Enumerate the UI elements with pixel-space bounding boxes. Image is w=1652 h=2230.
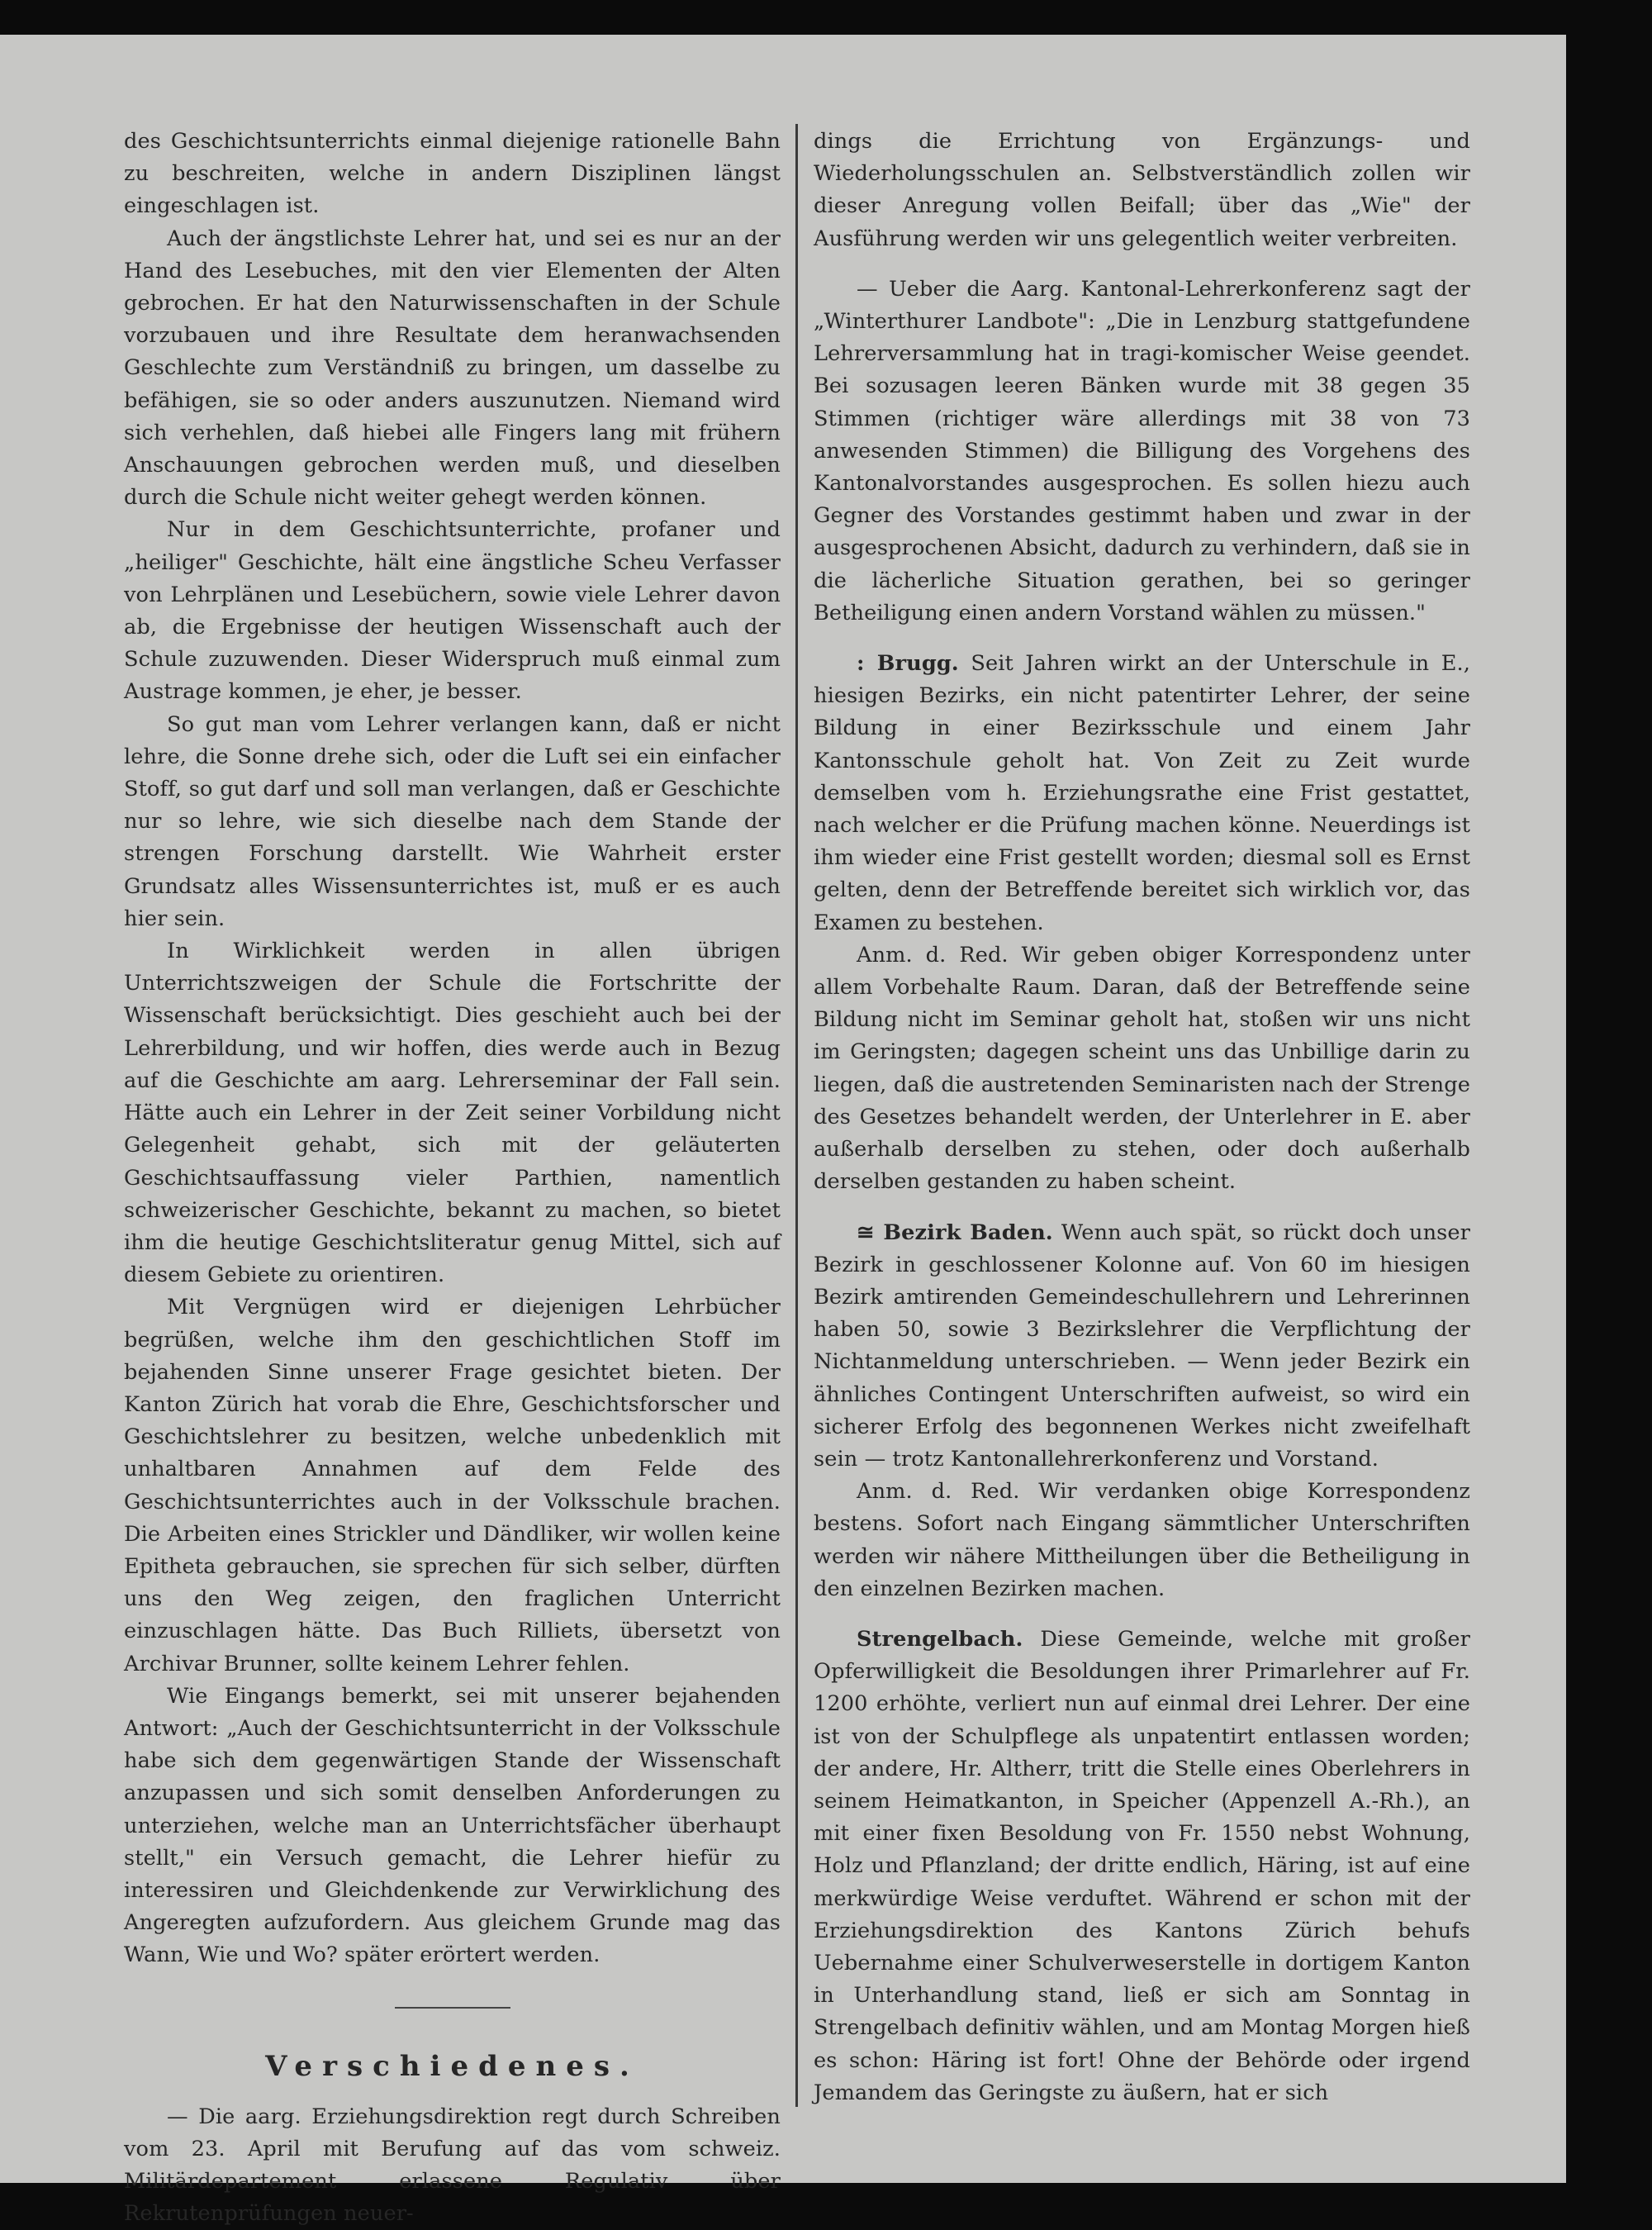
article-paragraph: So gut man vom Lehrer verlangen kann, daß er nicht lehre, die Sonne drehe sich, oder die Luft sei ein einfacher Stoff, so gut darf und soll man verlangen, daß er Geschichte nur so lehre, wie sich dieselbe nach dem Stande der strengen Forschung darstellt. Wie Wahrheit erster Grundsatz alles Wissensunterrichtes ist, muß er es auch hier sein. xyxy=(124,711,781,931)
article-paragraph: des Geschichtsunterrichts einmal diejenige rationelle Bahn zu beschreiten, welche in andern Disziplinen längst eingeschlagen ist. xyxy=(124,129,781,219)
editor-note: Anm. d. Red. Wir geben obiger Korrespondenz unter allem Vorbehalte Raum. Daran, daß der Betreffende seine Bildung nicht im Seminar geholt hat, stoßen wir uns nicht im Geringsten; dagegen scheint uns das Unbillige darin zu liegen, daß die austretenden Seminaristen nach der Strenge des Gesetzes behandelt werden, der Unterlehrer in E. aber außerhalb derselben zu stehen, oder doch außerhalb derselben gestanden zu haben scheint. xyxy=(814,942,1470,1195)
right-column xyxy=(814,126,1470,2109)
strengelbach-heading: Strengelbach. xyxy=(857,1626,1023,1652)
news-item: — Die aarg. Erziehungsdirektion regt durch Schreiben vom 23. April mit Berufung auf das vom schweiz. Militärdepartement erlassene Regulativ über Rekrutenprüfungen neuer- xyxy=(124,2104,781,2227)
baden-text: Wenn auch spät, so rückt doch unser Bezirk in geschlossener Kolonne auf. Von 60 im hiesigen Bezirk amtirenden Gemeindeschullehrern und Lehrerinnen haben 50, sowie 3 Bezirkslehrer die Verpflichtung der Nichtanmeldung unterschrieben. — Wenn jeder Bezirk ein ähnliches Contingent Unterschriften aufweist, so wird ein sicherer Erfolg des begonnenen Werkes nicht zweifelhaft sein — trotz Kantonallehrerkonferenz und Vorstand. xyxy=(814,1220,1470,1472)
news-item-brugg xyxy=(814,648,1470,939)
news-item-baden xyxy=(814,1217,1470,1476)
newspaper-page xyxy=(0,35,1566,2227)
section-title: Verschiedenes. xyxy=(265,2049,639,2083)
news-item-continuation: dings die Errichtung von Ergänzungs- und Wiederholungsschulen an. Selbstverständlich zollen wir dieser Anregung vollen Beifall; über das „Wie" der Ausführung werden wir uns gelegentlich weiter verbreiten. xyxy=(814,129,1470,251)
left-column xyxy=(124,126,781,2230)
article-paragraph: Mit Vergnügen wird er diejenigen Lehrbücher begrüßen, welche ihm den geschichtlichen Stoff im bejahenden Sinne unserer Frage gesichtet bieten. Der Kanton Zürich hat vorab die Ehre, Geschichtsforscher und Geschichtslehrer zu besitzen, welche unbedenklich mit unhaltbaren Annahmen auf dem Felde des Geschichtsunterrichtes auch in der Volksschule brachen. Die Arbeiten eines Strickler und Dändliker, wir wollen keine Epitheta gebrauchen, sie sprechen für sich selber, dürften uns den Weg zeigen, den fraglichen Unterricht einzuschlagen hätte. Das Buch Rilliets, übersetzt von Archivar Brunner, sollte keinem Lehrer fehlen. xyxy=(124,1295,781,1676)
brugg-text: Seit Jahren wirkt an der Unterschule in E., hiesigen Bezirks, ein nicht patentirter Lehrer, der seine Bildung in einer Bezirksschule und einem Jahr Kantonsschule geholt hat. Von Zeit zu Zeit wurde demselben vom h. Erziehungsrathe eine Frist gestattet, nach welcher er die Prüfung machen könne. Neuerdings ist ihm wieder eine Frist gestellt worden; diesmal soll es Ernst gelten, denn der Betreffende bereitet sich wirklich vor, das Examen zu bestehen. xyxy=(814,651,1470,935)
brugg-heading: : Brugg. xyxy=(857,651,959,677)
column-rule xyxy=(795,124,798,2107)
editor-note: Anm. d. Red. Wir verdanken obige Korrespondenz bestens. Sofort nach Eingang sämmtlicher Unterschriften werden wir nähere Mittheilungen über die Betheiligung in den einzelnen Bezirken machen. xyxy=(814,1479,1470,1601)
news-item-strengelbach xyxy=(814,1624,1470,2109)
news-item-landbote: — Ueber die Aarg. Kantonal-Lehrerkonferenz sagt der „Winterthurer Landbote": „Die in Lenzburg stattgefundene Lehrerversammlung hat in tragi-komischer Weise geendet. Bei sozusagen leeren Bänken wurde mit 38 gegen 35 Stimmen (richtiger wäre allerdings mit 38 von 73 anwesenden Stimmen) die Billigung des Vorgehens des Kantonalvorstandes ausgesprochen. Es sollen hiezu auch Gegner des Vorstandes gestimmt haben und zwar in der ausgesprochenen Absicht, dadurch zu verhindern, daß sie in die lächerliche Situation gerathen, bei so geringer Betheiligung einen andern Vorstand wählen zu müssen." xyxy=(814,276,1470,625)
section-divider xyxy=(395,2007,510,2009)
baden-heading: ≅ Bezirk Baden. xyxy=(857,1220,1053,1245)
article-paragraph: Wie Eingangs bemerkt, sei mit unserer bejahenden Antwort: „Auch der Geschichtsunterricht in der Volksschule habe sich dem gegenwärtigen Stande der Wissenschaft anzupassen und sich somit denselben Anforderungen zu unterziehen, welche man an Unterrichtsfächer überhaupt stellt," ein Versuch gemacht, die Lehrer hiefür zu interessiren und Gleichdenkende zur Verwirklichung des Angeregten aufzufordern. Aus gleichem Grunde mag das Wann, Wie und Wo? später erörtert werden. xyxy=(124,1683,781,1968)
article-paragraph: Nur in dem Geschichtsunterrichte, profaner und „heiliger" Geschichte, hält eine ängstliche Scheu Verfasser von Lehrplänen und Lesebüchern, sowie viele Lehrer davon ab, die Ergebnisse der heutigen Wissenschaft auch der Schule zuzuwenden. Dieser Widerspruch muß einmal zum Austrage kommen, je eher, je besser. xyxy=(124,517,781,705)
article-paragraph: In Wirklichkeit werden in allen übrigen Unterrichtszweigen der Schule die Fortschritte der Wissenschaft berücksichtigt. Dies geschieht auch bei der Lehrerbildung, und wir hoffen, dies werde auch in Bezug auf die Geschichte am aarg. Lehrerseminar der Fall sein. Hätte auch ein Lehrer in der Zeit seiner Vorbildung nicht Gelegenheit gehabt, sich mit der geläuterten Geschichtsauffassung vieler Parthien, namentlich schweizerischer Geschichte, bekannt zu machen, so bietet ihm die heutige Geschichtsliteratur genug Mittel, sich auf diesem Gebiete zu orientiren. xyxy=(124,939,781,1288)
article-paragraph: Auch der ängstlichste Lehrer hat, und sei es nur an der Hand des Lesebuches, mit den vier Elementen der Alten gebrochen. Er hat den Naturwissenschaften in der Schule vorzubauen und ihre Resultate dem heranwachsenden Geschlechte zum Verständniß zu bringen, um dasselbe zu befähigen, sie so oder anders auszunutzen. Niemand wird sich verhehlen, daß hiebei alle Fingers lang mit frühern Anschauungen gebrochen werden muß, und dieselben durch die Schule nicht weiter gehegt werden können. xyxy=(124,226,781,511)
strengelbach-text: Diese Gemeinde, welche mit großer Opferwilligkeit die Besoldungen ihrer Primarlehrer auf Fr. 1200 erhöhte, verliert nun auf einmal drei Lehrer. Der eine ist von der Schulpflege als unpatentirt entlassen worden; der andere, Hr. Altherr, tritt die Stelle eines Oberlehrers in seinem Heimatkanton, in Speicher (Appenzell A.-Rh.), an mit einer fixen Besoldung von Fr. 1550 nebst Wohnung, Holz und Pflanzland; der dritte endlich, Häring, ist auf eine merkwürdige Weise verduftet. Während er schon mit der Erziehungsdirektion des Kantons Zürich behufs Uebernahme einer Schulverweserstelle in dortigem Kanton in Unterhandlung stand, ließ er sich am Sonntag in Strengelbach definitiv wählen, und am Montag Morgen hieß es schon: Häring ist fort! Ohne der Behörde oder irgend Jemandem das Geringste zu äußern, hat er sich xyxy=(814,1626,1470,2105)
